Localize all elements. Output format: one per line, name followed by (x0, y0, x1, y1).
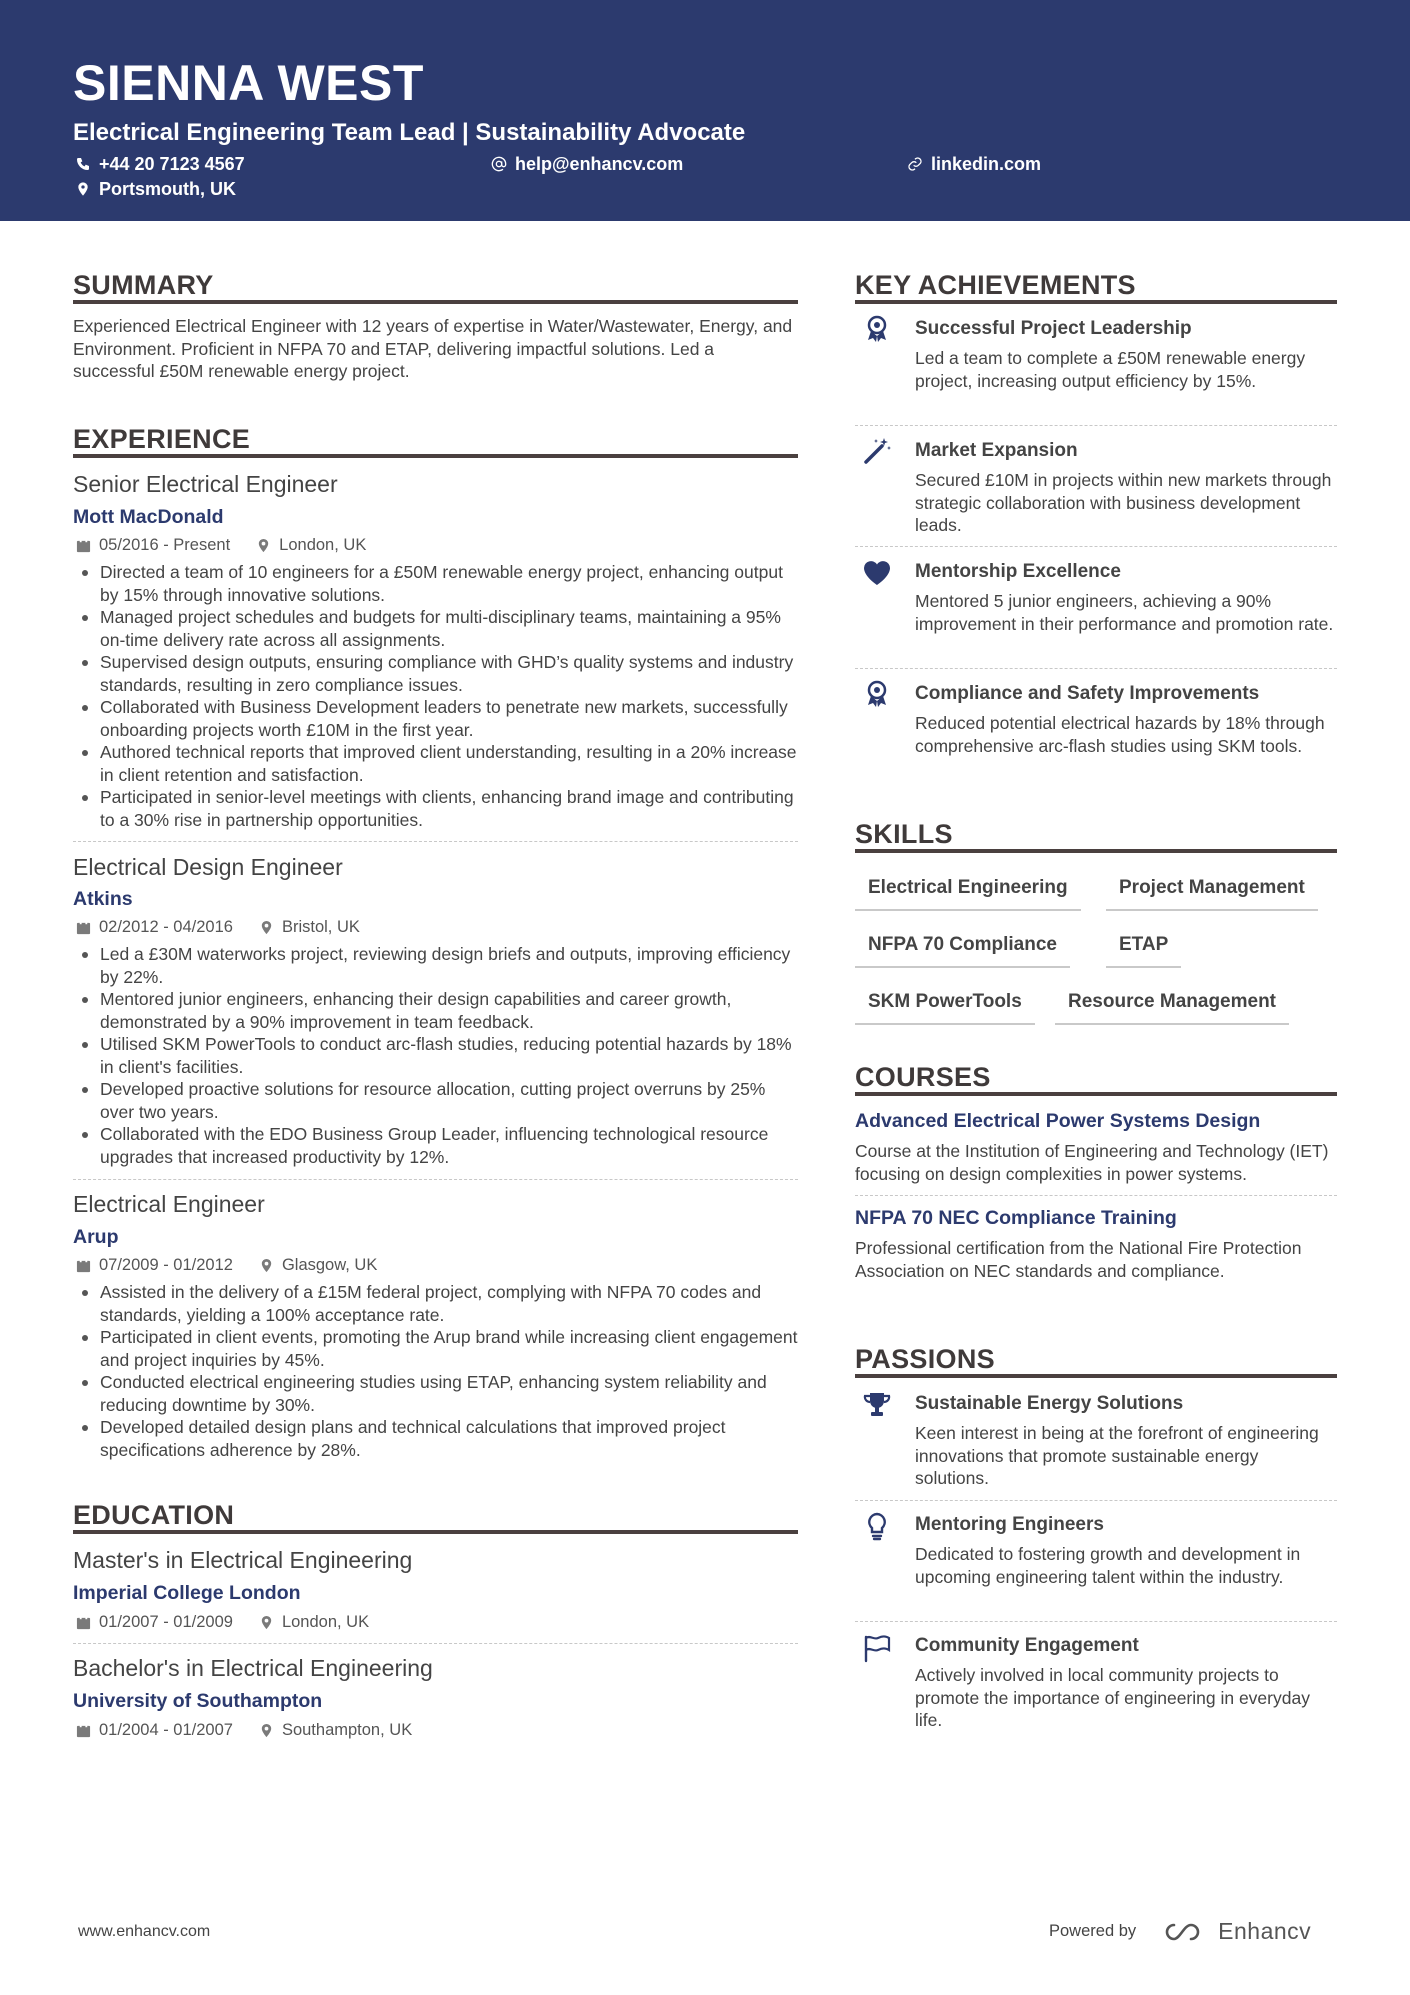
achievements-heading: KEY ACHIEVEMENTS (855, 270, 1136, 300)
course-separator (855, 1195, 1337, 1196)
education-meta (76, 1614, 395, 1631)
calendar-icon (76, 538, 91, 553)
location-pin-icon (75, 181, 91, 197)
job-location: London, UK (279, 536, 367, 554)
achievement-title: Mentorship Excellence (915, 561, 1121, 582)
candidate-name: SIENNA WEST (73, 55, 424, 111)
phone-text: +44 20 7123 4567 (99, 154, 245, 174)
passion-text: Actively involved in local community projects to promote the importance of engineering in everyday life. (915, 1665, 1310, 1730)
achievement-separator (855, 546, 1337, 547)
passion-title: Community Engagement (915, 1635, 1139, 1656)
location-pin-icon (259, 1615, 274, 1630)
job-location: Glasgow, UK (281, 1256, 378, 1274)
calendar-icon (76, 1258, 91, 1273)
job-bullets (73, 1281, 798, 1461)
job-dates: 05/2016 - Present (99, 536, 231, 554)
list-item: Conducted electrical engineering studies using ETAP, enhancing system reliability and reducing downtime by 30%. (73, 1371, 798, 1416)
list-item: Developed detailed design plans and technical calculations that improved project specifications adherence by 28%. (73, 1416, 798, 1461)
education-degree: Bachelor's in Electrical Engineering (73, 1655, 433, 1681)
job-meta (76, 537, 392, 554)
enhancv-logo[interactable] (1162, 1918, 1311, 1945)
contact-linkedin[interactable] (907, 155, 1041, 173)
job-role: Electrical Engineer (73, 1191, 265, 1217)
education-separator (73, 1643, 798, 1644)
achievement-text: Reduced potential electrical hazards by 18% through comprehensive arc-flash studies using SKM tools. (915, 713, 1325, 756)
experience-divider (73, 454, 798, 458)
enhancv-logo-icon (1162, 1921, 1208, 1943)
flag-icon (862, 1633, 892, 1663)
skills-heading: SKILLS (855, 819, 953, 849)
email-text: help@enhancv.com (515, 154, 684, 174)
achievement-title: Successful Project Leadership (915, 318, 1192, 339)
calendar-icon (76, 1615, 91, 1630)
courses-divider (855, 1092, 1337, 1096)
list-item: Developed proactive solutions for resource allocation, cutting project overruns by 25% over two years. (73, 1078, 798, 1123)
skill-tag: Resource Management (1055, 992, 1289, 1025)
job-company: Arup (73, 1226, 119, 1248)
contact-phone[interactable] (75, 155, 245, 173)
calendar-icon (76, 920, 91, 935)
achievements-divider (855, 300, 1337, 304)
location-pin-icon (256, 538, 271, 553)
course-title: Advanced Electrical Power Systems Design (855, 1110, 1261, 1132)
contact-location (75, 180, 236, 198)
list-item: Managed project schedules and budgets for multi-disciplinary teams, maintaining a 95% on-time delivery rate across all assignments. (73, 606, 798, 651)
footer-branding (1049, 1918, 1311, 1945)
education-school: Imperial College London (73, 1582, 301, 1604)
achievement-title: Compliance and Safety Improvements (915, 683, 1260, 704)
magic-wand-icon (862, 436, 892, 466)
education-dates: 01/2007 - 01/2009 (99, 1613, 233, 1631)
candidate-headline: Electrical Engineering Team Lead | Sustainability Advocate (73, 119, 746, 146)
summary-text: Experienced Electrical Engineer with 12 years of expertise in Water/Wastewater, Energy, and Environment. Proficient in NFPA 70 and ETAP, delivering impactful solutions. Led a successful £50M renewable energy project. (73, 316, 793, 381)
achievement-title: Market Expansion (915, 440, 1078, 461)
contact-email[interactable] (491, 155, 683, 173)
enhancv-logo-text: Enhancv (1218, 1918, 1312, 1944)
passions-heading: PASSIONS (855, 1344, 995, 1374)
job-bullets (73, 561, 798, 831)
education-school: University of Southampton (73, 1690, 323, 1712)
heart-icon (862, 558, 892, 588)
education-location: London, UK (281, 1613, 370, 1631)
list-item: Utilised SKM PowerTools to conduct arc-flash studies, reducing potential hazards by 18% in client's facilities. (73, 1033, 798, 1078)
skill-tag: Electrical Engineering (855, 878, 1081, 911)
job-dates: 02/2012 - 04/2016 (99, 918, 233, 936)
link-icon (907, 156, 923, 172)
list-item: Participated in senior-level meetings with clients, enhancing brand image and contributing to a 30% rise in partnership opportunities. (73, 786, 798, 831)
powered-by-label: Powered by (1049, 1922, 1137, 1940)
achievement-separator (855, 425, 1337, 426)
job-bullets (73, 943, 798, 1168)
location-text: Portsmouth, UK (99, 179, 236, 199)
course-title: NFPA 70 NEC Compliance Training (855, 1207, 1177, 1229)
skill-tag: Project Management (1106, 878, 1318, 911)
location-pin-icon (259, 1723, 274, 1738)
skill-tag: ETAP (1106, 935, 1181, 968)
job-meta (76, 1257, 403, 1274)
passion-separator (855, 1500, 1337, 1501)
list-item: Collaborated with the EDO Business Group Leader, influencing technological resource upgrades that increased productivity by 12%. (73, 1123, 798, 1168)
list-item: Supervised design outputs, ensuring compliance with GHD’s quality systems and industry standards, resulting in zero compliance issues. (73, 651, 798, 696)
list-item: Led a £30M waterworks project, reviewing design briefs and outputs, improving efficiency by 22%. (73, 943, 798, 988)
award-icon (862, 679, 892, 709)
experience-heading: EXPERIENCE (73, 424, 251, 454)
trophy-icon (862, 1390, 892, 1420)
award-icon (862, 314, 892, 344)
list-item: Mentored junior engineers, enhancing their design capabilities and career growth, demonstrated by a 90% improvement in team feedback. (73, 988, 798, 1033)
passion-title: Sustainable Energy Solutions (915, 1393, 1184, 1414)
calendar-icon (76, 1723, 91, 1738)
achievement-text: Led a team to complete a £50M renewable energy project, increasing output efficiency by 15%. (915, 348, 1306, 391)
achievement-text: Secured £10M in projects within new markets through strategic collaboration with business development leads. (915, 470, 1332, 535)
passion-separator (855, 1621, 1337, 1622)
skills-divider (855, 849, 1337, 853)
course-text: Professional certification from the National Fire Protection Association on NEC standards and compliance. (855, 1238, 1302, 1281)
passion-title: Mentoring Engineers (915, 1514, 1104, 1535)
list-item: Collaborated with Business Development leaders to penetrate new markets, successfully onboarding projects worth £10M in the first year. (73, 696, 798, 741)
education-meta (76, 1722, 438, 1739)
lightbulb-icon (862, 1511, 892, 1541)
passion-text: Keen interest in being at the forefront of engineering innovations that promote sustainable energy solutions. (915, 1423, 1319, 1488)
skill-tag: SKM PowerTools (855, 992, 1035, 1025)
job-location: Bristol, UK (281, 918, 360, 936)
job-company: Atkins (73, 888, 133, 910)
job-dates: 07/2009 - 01/2012 (99, 1256, 233, 1274)
achievement-text: Mentored 5 junior engineers, achieving a 90% improvement in their performance and promotion rate. (915, 591, 1334, 634)
education-divider (73, 1530, 798, 1534)
job-role: Senior Electrical Engineer (73, 471, 338, 497)
achievement-separator (855, 668, 1337, 669)
resume-header (0, 0, 1410, 221)
job-company: Mott MacDonald (73, 506, 224, 528)
at-icon (491, 156, 507, 172)
linkedin-text: linkedin.com (931, 154, 1042, 174)
education-dates: 01/2004 - 01/2007 (99, 1721, 233, 1739)
summary-divider (73, 300, 798, 304)
summary-heading: SUMMARY (73, 270, 214, 300)
education-location: Southampton, UK (281, 1721, 413, 1739)
education-degree: Master's in Electrical Engineering (73, 1547, 413, 1573)
job-separator (73, 1179, 798, 1180)
job-separator (73, 841, 798, 842)
location-pin-icon (259, 1258, 274, 1273)
list-item: Directed a team of 10 engineers for a £50M renewable energy project, enhancing output by 15% through innovative solutions. (73, 561, 798, 606)
location-pin-icon (259, 920, 274, 935)
phone-icon (75, 156, 91, 172)
list-item: Assisted in the delivery of a £15M federal project, complying with NFPA 70 codes and standards, yielding a 100% acceptance rate. (73, 1281, 798, 1326)
passion-text: Dedicated to fostering growth and development in upcoming engineering talent within the industry. (915, 1544, 1301, 1587)
list-item: Authored technical reports that improved client understanding, resulting in a 20% increase in client retention and satisfaction. (73, 741, 798, 786)
job-meta (76, 919, 386, 936)
job-role: Electrical Design Engineer (73, 854, 343, 880)
education-heading: EDUCATION (73, 1500, 235, 1530)
courses-heading: COURSES (855, 1062, 991, 1092)
footer-website[interactable]: www.enhancv.com (78, 1923, 211, 1940)
course-text: Course at the Institution of Engineering and Technology (IET) focusing on design complexities in power systems. (855, 1141, 1329, 1184)
passions-divider (855, 1374, 1337, 1378)
list-item: Participated in client events, promoting the Arup brand while increasing client engagement and project inquiries by 45%. (73, 1326, 798, 1371)
skill-tag: NFPA 70 Compliance (855, 935, 1070, 968)
